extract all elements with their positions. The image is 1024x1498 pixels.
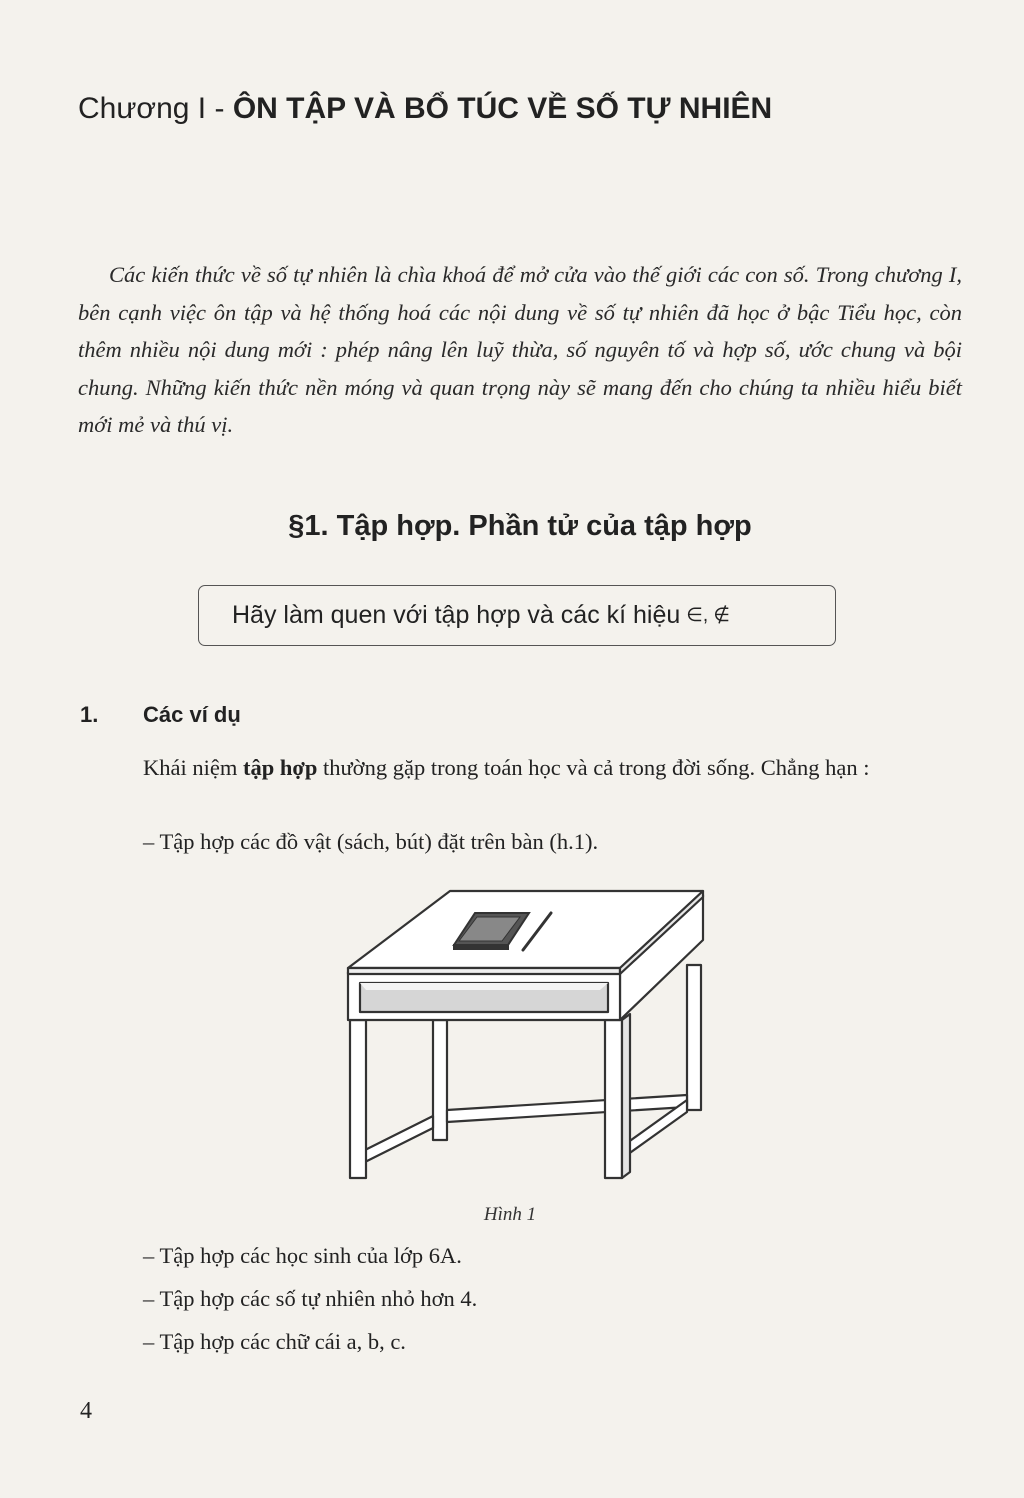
example-item-3: – Tập hợp các số tự nhiên nhỏ hơn 4. xyxy=(143,1286,478,1311)
concept-paragraph xyxy=(143,752,959,784)
desk-back-stretcher xyxy=(447,1095,687,1122)
intro-box-text: Hãy làm quen với tập hợp và các kí hiệu xyxy=(232,601,681,629)
chapter-title xyxy=(78,92,772,126)
figure-caption: Hình 1 xyxy=(483,1204,537,1225)
desk-left-stretcher xyxy=(365,1116,433,1162)
desk-illustration xyxy=(330,880,730,1190)
page-number: 4 xyxy=(80,1398,92,1424)
chapter-prefix: Chương I - xyxy=(78,92,233,125)
membership-symbols: ∈, ∉ xyxy=(686,605,730,626)
chapter-intro: Các kiến thức về số tự nhiên là chìa khoá để mở cửa vào thế giới các con số. Trong chương I, bên cạnh việc ôn tập và hệ thống hoá các nội dung về số tự nhiên đã học ở bậc Tiểu học, còn thêm nhiều nội dung mới : phép nâng lên luỹ thừa, số nguyên tố và hợp số, ước chung và bội chung. Những kiến thức nền móng và quan trọng này sẽ mang đến cho chúng ta nhiều hiểu biết mới mẻ và thú vị. xyxy=(78,262,962,437)
desk-top-edge xyxy=(348,968,620,974)
subsection-title: Các ví dụ xyxy=(143,702,241,727)
desk-front-right-leg xyxy=(605,1020,622,1178)
para-bold-term: tập hợp xyxy=(242,755,318,780)
example-item-1: – Tập hợp các đồ vật (sách, bút) đặt trên bàn (h.1). xyxy=(143,829,599,854)
chapter-main-title: ÔN TẬP VÀ BỔ TÚC VỀ SỐ TỰ NHIÊN xyxy=(232,92,773,125)
example-item-4: – Tập hợp các chữ cái a, b, c. xyxy=(143,1329,406,1354)
para-after: thường gặp trong toán học và cả trong đời sống. Chẳng hạn : xyxy=(317,755,870,780)
section-title: §1. Tập hợp. Phần tử của tập hợp xyxy=(288,510,752,542)
desk-back-left-leg xyxy=(433,1020,447,1140)
para-before: Khái niệm xyxy=(143,755,243,780)
example-item-2: – Tập hợp các học sinh của lớp 6A. xyxy=(143,1243,462,1268)
desk-back-right-leg xyxy=(687,965,701,1110)
desk-leg-side xyxy=(622,1014,630,1178)
desk-front-left-leg xyxy=(350,1020,366,1178)
section-intro-box xyxy=(198,585,836,646)
subsection-number: 1. xyxy=(80,702,99,727)
